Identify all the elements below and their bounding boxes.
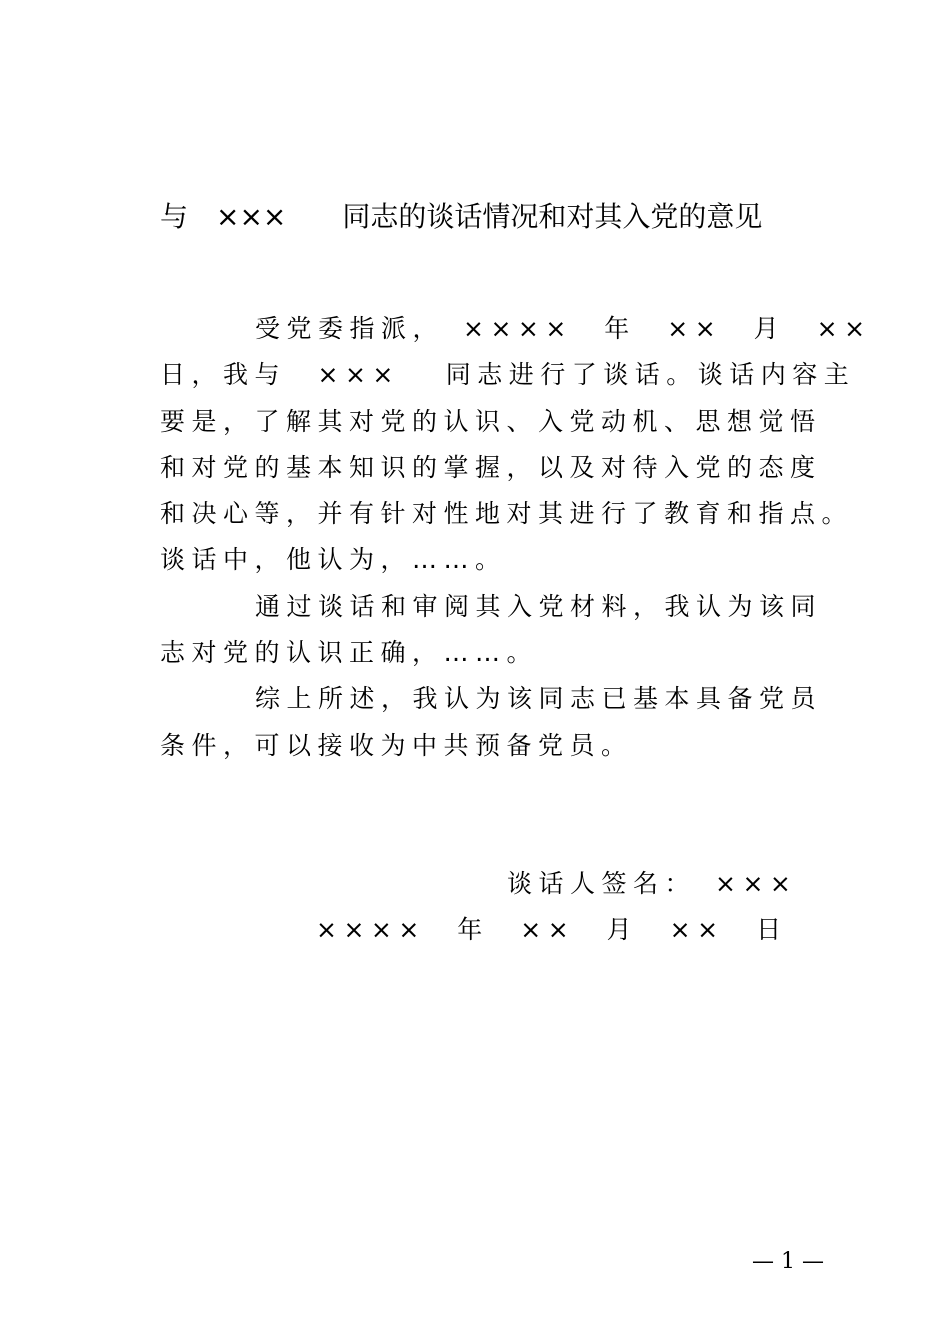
signature-name-line: 谈话人签名： ××× xyxy=(507,869,798,898)
body-line-9: 综上所述，我认为该同志已基本具备党员 xyxy=(255,684,823,713)
body-line-1: 受党委指派， ×××× 年 ×× 月 ×× xyxy=(255,314,872,343)
body-line-10: 条件，可以接收为中共预备党员。 xyxy=(160,731,633,760)
page-number: — 1 — xyxy=(752,1249,824,1274)
body-line-8: 志对党的认识正确，……。 xyxy=(160,638,539,667)
body-line-4: 和对党的基本知识的掌握，以及对待入党的态度 xyxy=(160,453,822,482)
body-line-3: 要是，了解其对党的认识、入党动机、思想觉悟 xyxy=(160,407,822,436)
body-line-6: 谈话中，他认为，……。 xyxy=(160,545,507,574)
body-line-7: 通过谈话和审阅其入党材料，我认为该同 xyxy=(255,592,823,621)
body-line-2: 日，我与 ××× 同志进行了谈话。谈话内容主 xyxy=(160,360,856,389)
body-line-5: 和决心等，并有针对性地对其进行了教育和指点。 xyxy=(160,499,854,528)
document-title: 与 ××× 同志的谈话情况和对其入党的意见 xyxy=(160,200,763,233)
signature-date-line: ×××× 年 ×× 月 ×× 日 xyxy=(316,915,788,944)
